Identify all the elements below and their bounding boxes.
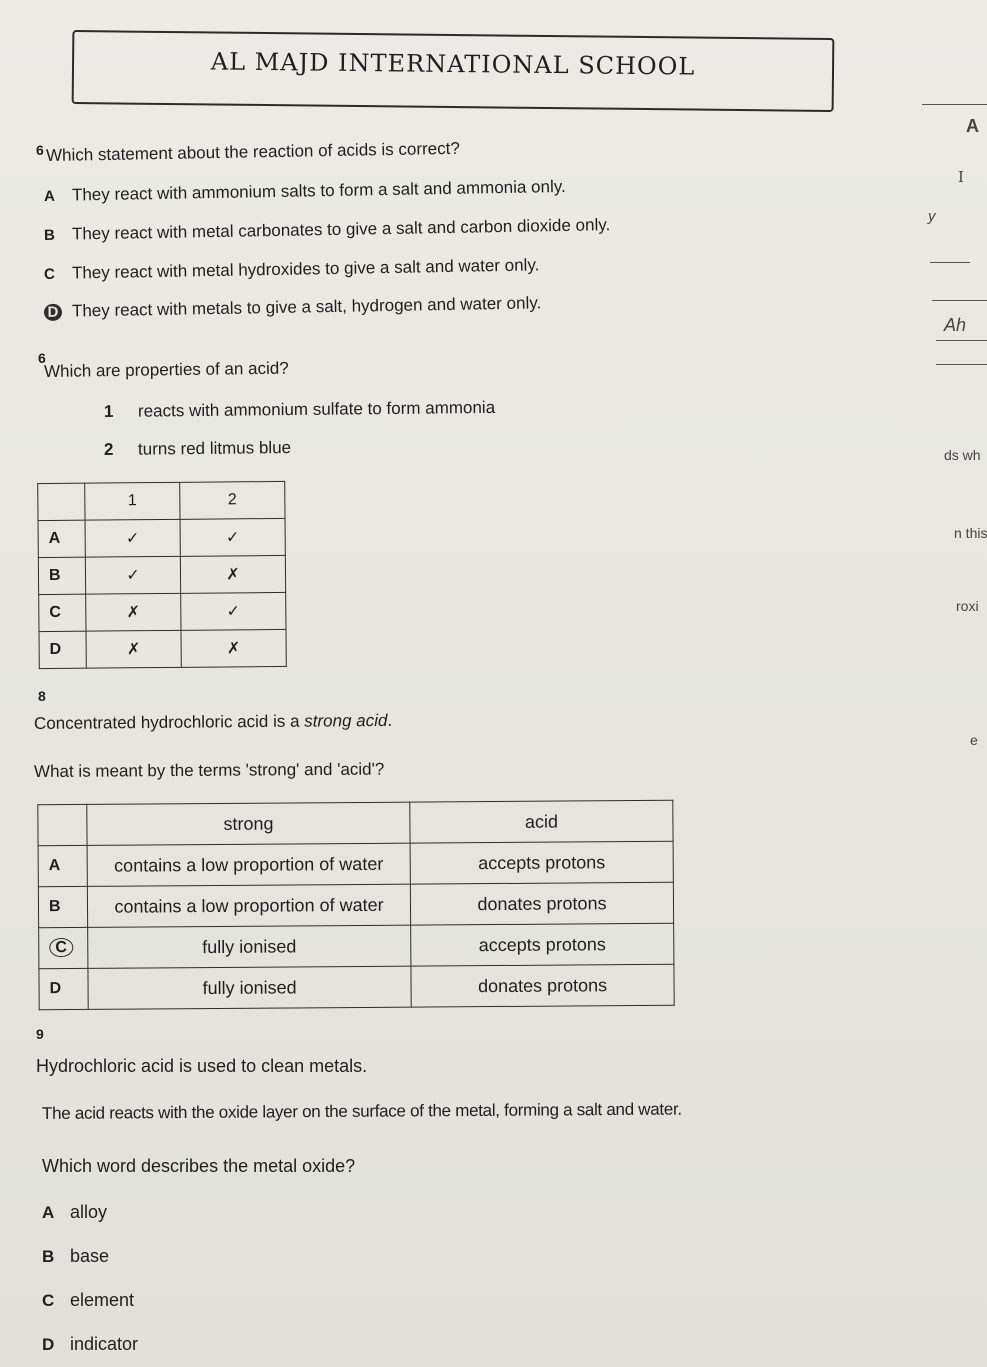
margin-rule [936, 364, 987, 365]
statement [104, 438, 291, 460]
table-header-row [38, 481, 285, 520]
margin-rule [932, 300, 987, 301]
question-line: The acid reacts with the oxide layer on the surface of the metal, forming a salt and water. [41, 1099, 682, 1123]
table-cell: accepts protons [410, 841, 673, 884]
table-cell: contains a low proportion of water [87, 884, 410, 927]
table-cell: ✗ [181, 629, 286, 667]
margin-fragment: A [966, 116, 979, 136]
table-cell: ✓ [181, 592, 286, 630]
row-label: D [39, 631, 86, 668]
question-number: 6 [38, 350, 46, 366]
option-letter: B [42, 1247, 55, 1266]
option-text: alloy [70, 1202, 108, 1222]
margin-rule [922, 104, 987, 105]
question-line: Hydrochloric acid is used to clean metals. [36, 1056, 368, 1076]
table-cell: ✓ [180, 518, 285, 556]
option-letter: A [42, 1203, 55, 1222]
option-letter: C [42, 1291, 55, 1310]
row-label: B [38, 557, 85, 594]
margin-fragment: roxi [956, 598, 979, 614]
statement-text: reacts with ammonium sulfate to form ammonia [137, 397, 496, 421]
margin-fragment: n this [954, 525, 987, 541]
row-label: A [38, 520, 85, 557]
column-header: acid [410, 800, 673, 843]
answer-option [42, 1246, 109, 1267]
question-text: Which are properties of an acid? [43, 358, 289, 381]
option-text: indicator [70, 1334, 139, 1354]
option-letter: D [42, 1335, 55, 1354]
question-number: 6 [36, 142, 44, 158]
table-row [39, 923, 674, 968]
school-name: AL MAJD INTERNATIONAL SCHOOL [210, 47, 696, 81]
answer-option-selected [44, 293, 542, 322]
option-letter: D [44, 304, 62, 321]
circled-answer-mark: C [49, 938, 73, 957]
table-row [39, 592, 286, 631]
margin-rule [930, 262, 970, 263]
table-row [39, 629, 286, 668]
statement-prefix: Concentrated hydrochloric acid is a [33, 711, 305, 733]
table-row [38, 555, 285, 594]
option-text: base [70, 1246, 110, 1266]
table-cell: ✓ [85, 519, 180, 557]
question-text: Which word describes the metal oxide? [42, 1156, 356, 1176]
answer-option [42, 1202, 107, 1223]
row-label: B [38, 886, 87, 927]
answer-option [44, 215, 611, 245]
option-letter: B [43, 226, 55, 244]
answer-option [42, 1290, 134, 1311]
question-number: 8 [38, 688, 46, 704]
table-cell: donates protons [411, 964, 674, 1007]
table-cell: accepts protons [411, 923, 674, 966]
margin-fragment: ds wh [944, 447, 981, 463]
statement-text [34, 711, 392, 734]
statement-number: 1 [103, 401, 114, 421]
question-number: 9 [36, 1026, 44, 1042]
statement [104, 398, 495, 422]
option-text: They react with ammonium salts to form a salt and ammonia only. [71, 176, 566, 205]
table-cell: ✗ [86, 593, 181, 631]
strong-acid-table [37, 800, 674, 1010]
statement-italic: strong acid [304, 710, 388, 731]
question-text: What is meant by the terms 'strong' and 'acid'? [33, 759, 385, 781]
margin-fragment: y [928, 208, 936, 225]
column-header: 2 [180, 481, 285, 519]
table-row [38, 841, 673, 886]
option-text: They react with metals to give a salt, hydrogen and water only. [71, 293, 542, 321]
table-row [38, 518, 285, 557]
answer-option [44, 255, 540, 284]
table-cell: donates protons [410, 882, 673, 925]
table-header-row [38, 800, 673, 845]
table-cell: ✓ [85, 556, 180, 594]
row-label: A [38, 845, 87, 886]
option-text: element [70, 1290, 135, 1310]
margin-rule [936, 340, 987, 341]
row-label: C [39, 594, 86, 631]
question-text: Which statement about the reaction of acids is correct? [45, 138, 460, 165]
table-cell: fully ionised [88, 925, 411, 968]
properties-table [37, 481, 287, 669]
option-letter: C [43, 265, 55, 283]
table-cell: ✗ [180, 555, 285, 593]
statement-text: turns red litmus blue [137, 438, 292, 459]
table-cell: fully ionised [88, 966, 411, 1009]
table-row [38, 882, 673, 927]
statement-number: 2 [103, 439, 114, 459]
option-letter: A [43, 187, 55, 205]
option-text: They react with metal carbonates to give a salt and carbon dioxide only. [71, 215, 611, 244]
option-text: They react with metal hydroxides to give a salt and water only. [71, 255, 540, 283]
answer-option [42, 1334, 138, 1355]
header-box [72, 30, 835, 112]
table-cell: ✗ [86, 630, 181, 668]
row-label-circled [39, 927, 88, 968]
table-cell: contains a low proportion of water [87, 843, 410, 886]
answer-option [44, 177, 566, 206]
column-header: 1 [85, 482, 180, 520]
margin-fragment: I [958, 168, 964, 186]
row-label: D [39, 968, 88, 1009]
statement-suffix: . [387, 710, 393, 730]
table-row [39, 964, 674, 1009]
margin-fragment: e [970, 732, 978, 748]
column-header: strong [87, 802, 410, 845]
margin-fragment: Ah [944, 315, 967, 335]
